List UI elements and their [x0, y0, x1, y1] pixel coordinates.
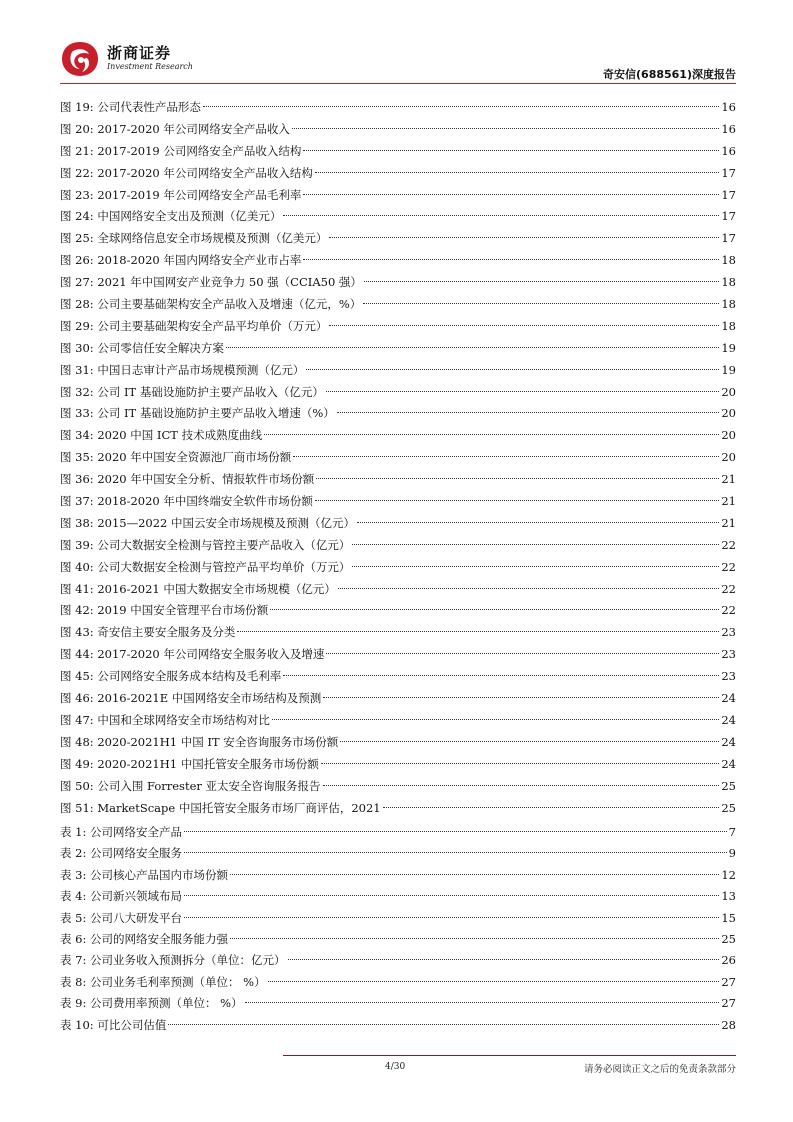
table-entry-page: 7: [728, 825, 736, 839]
figure-entry-label: 图 31: 中国日志审计产品市场规模预测（亿元）: [60, 362, 305, 377]
figure-entry-label: 图 35: 2020 年中国安全资源池厂商市场份额: [60, 450, 292, 465]
table-entry[interactable]: [60, 1015, 736, 1036]
figure-entry[interactable]: [60, 622, 736, 644]
figure-entry-page: 24: [721, 734, 736, 749]
figure-entry-label: 图 40: 公司大数据安全检测与管控产品平均单价（万元）: [60, 559, 351, 574]
dot-leader: [268, 981, 720, 982]
figure-entry-label: 图 50: 公司入围 Forrester 亚太安全咨询服务报告: [60, 778, 321, 793]
header-divider: [60, 83, 736, 84]
table-entry-label: 表 5: 公司八大研发平台: [60, 910, 183, 925]
table-entry-label: 表 7: 公司业务收入预测拆分（单位：亿元）: [60, 953, 286, 968]
figure-entry[interactable]: [60, 206, 736, 228]
figure-entry-page: 21: [721, 494, 736, 509]
figure-entry[interactable]: [60, 535, 736, 557]
figure-entry-page: 22: [721, 603, 736, 618]
figure-entry-page: 22: [721, 559, 736, 574]
dot-leader: [292, 128, 719, 129]
table-entry-page: 9: [728, 846, 736, 861]
table-entry[interactable]: [60, 972, 736, 993]
table-entry-page: 26: [721, 953, 736, 968]
figure-entry-label: 图 36: 2020 年中国安全分析、情报软件市场份额: [60, 472, 315, 487]
figure-entry-label: 图 43: 奇安信主要安全服务及分类: [60, 625, 236, 640]
dot-leader: [272, 719, 720, 720]
figure-entry[interactable]: [60, 294, 736, 316]
table-entry-label: 表 4: 公司新兴领域布局: [60, 889, 183, 904]
figure-entry-label: 图 37: 2018-2020 年中国终端安全软件市场份额: [60, 494, 313, 509]
figure-entry-page: 17: [721, 231, 736, 246]
figure-entry-page: 25: [721, 800, 736, 815]
figure-entry-label: 图 48: 2020-2021H1 中国 IT 安全咨询服务市场份额: [60, 734, 339, 749]
figure-entry[interactable]: [60, 798, 736, 820]
dot-leader: [226, 347, 720, 348]
dot-leader: [283, 675, 719, 676]
figure-entry-page: 24: [721, 712, 736, 727]
figure-entry[interactable]: [60, 425, 736, 447]
dot-leader: [363, 303, 719, 304]
figure-entry-label: 图 42: 2019 中国安全管理平台市场份额: [60, 603, 269, 618]
figure-entry[interactable]: [60, 185, 736, 207]
figure-entry-page: 21: [721, 515, 736, 530]
figure-entry-page: 18: [721, 275, 736, 290]
figure-entry[interactable]: [60, 447, 736, 469]
figure-entry[interactable]: [60, 382, 736, 404]
dot-leader: [315, 172, 719, 173]
zheshang-securities-logo-icon: [60, 40, 100, 78]
figure-entry-label: 图 32: 公司 IT 基础设施防护主要产品收入（亿元）: [60, 384, 324, 399]
figure-entry[interactable]: [60, 557, 736, 579]
figure-entry-page: 21: [721, 472, 736, 487]
figure-entry-label: 图 24: 中国网络安全支出及预测（亿美元）: [60, 209, 282, 224]
figure-entry[interactable]: [60, 119, 736, 141]
table-entry-page: 25: [721, 931, 736, 946]
figure-entry-page: 16: [721, 100, 736, 114]
figure-entry-label: 图 22: 2017-2020 年公司网络安全产品收入结构: [60, 165, 313, 180]
figure-entry-page: 18: [721, 253, 736, 268]
figure-entry-label: 图 19: 公司代表性产品形态: [60, 100, 201, 114]
figure-entry-label: 图 34: 2020 中国 ICT 技术成熟度曲线: [60, 428, 263, 443]
figure-entry[interactable]: [60, 710, 736, 732]
page-number: 4/30: [385, 1062, 406, 1072]
table-entry-label: 表 3: 公司核心产品国内市场份额: [60, 867, 229, 882]
dot-leader: [184, 831, 727, 832]
table-entry[interactable]: [60, 886, 736, 907]
figure-entry-page: 22: [721, 581, 736, 596]
dot-leader: [326, 653, 719, 654]
table-entry[interactable]: [60, 950, 736, 971]
table-entry-label: 表 6: 公司的网络安全服务能力强: [60, 931, 229, 946]
figure-entry-page: 18: [721, 297, 736, 312]
figure-entry-label: 图 38: 2015—2022 中国云安全市场规模及预测（亿元）: [60, 515, 356, 530]
figure-entry[interactable]: [60, 316, 736, 338]
figure-entry[interactable]: [60, 469, 736, 491]
dot-leader: [352, 544, 719, 545]
figure-entry-label: 图 23: 2017-2019 年公司网络安全产品毛利率: [60, 187, 302, 202]
figure-entry[interactable]: [60, 491, 736, 513]
dot-leader: [184, 895, 719, 896]
figure-entry-label: 图 46: 2016-2021E 中国网络安全市场结构及预测: [60, 691, 322, 706]
dot-leader: [168, 1024, 719, 1025]
figure-entry-page: 19: [721, 362, 736, 377]
table-entry[interactable]: [60, 843, 736, 864]
dot-leader: [383, 807, 720, 808]
dot-leader: [338, 588, 719, 589]
table-entry-label: 表 2: 公司网络安全服务: [60, 846, 183, 861]
figure-entry-page: 23: [721, 669, 736, 684]
figure-entry-page: 17: [721, 187, 736, 202]
figure-entry[interactable]: [60, 141, 736, 163]
dot-leader: [293, 456, 719, 457]
figure-entry-label: 图 26: 2018-2020 年国内网络安全产业市占率: [60, 253, 302, 268]
figure-entry[interactable]: [60, 666, 736, 688]
dot-leader: [364, 281, 719, 282]
figure-entry-label: 图 47: 中国和全球网络安全市场结构对比: [60, 712, 270, 727]
brand-name-en: Investment Research: [107, 62, 193, 71]
table-entry[interactable]: [60, 993, 736, 1014]
figure-entry-page: 25: [721, 778, 736, 793]
table-entry[interactable]: [60, 822, 736, 843]
figure-entry[interactable]: [60, 403, 736, 425]
dot-leader: [329, 325, 719, 326]
figure-entry[interactable]: [60, 163, 736, 185]
figure-entry-page: 19: [721, 340, 736, 355]
dot-leader: [315, 500, 719, 501]
dot-leader: [303, 194, 719, 195]
figure-entry-label: 图 25: 全球网络信息安全市场规模及预测（亿美元）: [60, 231, 328, 246]
figure-entry-label: 图 41: 2016-2021 中国大数据安全市场规模（亿元）: [60, 581, 336, 596]
table-entry-page: 27: [721, 996, 736, 1011]
table-entry[interactable]: [60, 929, 736, 950]
figure-entry-page: 23: [721, 647, 736, 662]
table-entry[interactable]: [60, 865, 736, 886]
figure-entry[interactable]: [60, 272, 736, 294]
figure-entry-label: 图 28: 公司主要基础架构安全产品收入及增速（亿元，%）: [60, 297, 362, 312]
dot-leader: [340, 741, 719, 742]
figure-entry-label: 图 51: MarketScape 中国托管安全服务市场厂商评估，2021: [60, 800, 381, 815]
table-entry-label: 表 8: 公司业务毛利率预测（单位： %）: [60, 974, 266, 989]
figure-entry-page: 20: [721, 428, 736, 443]
figure-entry[interactable]: [60, 776, 736, 798]
table-entry-page: 15: [721, 910, 736, 925]
figure-entry-page: 18: [721, 318, 736, 333]
page-header: [60, 38, 736, 82]
figure-entry-label: 图 20: 2017-2020 年公司网络安全产品收入: [60, 121, 290, 136]
dot-leader: [237, 631, 719, 632]
figure-entry-label: 图 39: 公司大数据安全检测与管控主要产品收入（亿元）: [60, 537, 351, 552]
dot-leader: [316, 478, 719, 479]
brand-name-cn: 浙商证券: [107, 44, 172, 62]
dot-leader: [329, 237, 719, 238]
figure-entry[interactable]: [60, 250, 736, 272]
figure-entry[interactable]: [60, 579, 736, 601]
figure-entry-page: 20: [721, 450, 736, 465]
figure-entry-label: 图 27: 2021 年中国网安产业竞争力 50 强（CCIA50 强）: [60, 275, 362, 290]
figure-entry-label: 图 21: 2017-2019 公司网络安全产品收入结构: [60, 143, 302, 158]
dot-leader: [184, 852, 727, 853]
figure-entry[interactable]: [60, 360, 736, 382]
dot-leader: [352, 566, 719, 567]
report-title: 奇安信(688561)深度报告: [603, 68, 736, 81]
figure-entry-label: 图 49: 2020-2021H1 中国托管安全服务市场份额: [60, 756, 319, 771]
dot-leader: [230, 938, 719, 939]
footer-divider: [283, 1055, 736, 1056]
dot-leader: [184, 917, 719, 918]
figure-list: [60, 97, 736, 819]
table-entry-page: 12: [721, 867, 736, 882]
figure-entry[interactable]: [60, 97, 736, 119]
dot-leader: [326, 391, 720, 392]
dot-leader: [264, 434, 719, 435]
table-entry-label: 表 1: 公司网络安全产品: [60, 825, 183, 839]
figure-entry[interactable]: [60, 513, 736, 535]
figure-entry[interactable]: [60, 754, 736, 776]
figure-entry[interactable]: [60, 644, 736, 666]
figure-entry-label: 图 33: 公司 IT 基础设施防护主要产品收入增速（%）: [60, 406, 335, 421]
dot-leader: [306, 369, 719, 370]
disclaimer-text: 请务必阅读正文之后的免责条款部分: [583, 1064, 736, 1075]
dot-leader: [230, 874, 719, 875]
figure-entry-page: 24: [721, 691, 736, 706]
figure-entry-page: 24: [721, 756, 736, 771]
figure-entry-label: 图 30: 公司零信任安全解决方案: [60, 340, 224, 355]
figure-entry-page: 20: [721, 384, 736, 399]
figure-entry-page: 20: [721, 406, 736, 421]
dot-leader: [337, 412, 720, 413]
figure-entry-label: 图 29: 公司主要基础架构安全产品平均单价（万元）: [60, 318, 328, 333]
figure-entry-page: 22: [721, 537, 736, 552]
figure-entry[interactable]: [60, 228, 736, 250]
figure-entry-page: 16: [721, 143, 736, 158]
dot-leader: [288, 959, 720, 960]
dot-leader: [283, 215, 719, 216]
dot-leader: [357, 522, 719, 523]
table-entry[interactable]: [60, 908, 736, 929]
figure-entry[interactable]: [60, 600, 736, 622]
dot-leader: [321, 763, 720, 764]
figure-entry[interactable]: [60, 732, 736, 754]
dot-leader: [303, 150, 719, 151]
dot-leader: [323, 785, 720, 786]
dot-leader: [323, 697, 719, 698]
figure-entry-label: 图 45: 公司网络安全服务成本结构及毛利率: [60, 669, 282, 684]
table-list: [60, 822, 736, 1036]
table-entry-page: 28: [721, 1017, 736, 1032]
figure-entry-page: 17: [721, 209, 736, 224]
table-entry-label: 表 10: 可比公司估值: [60, 1017, 167, 1032]
dot-leader: [270, 609, 719, 610]
figure-entry-page: 16: [721, 121, 736, 136]
table-entry-label: 表 9: 公司费用率预测（单位： %）: [60, 996, 243, 1011]
figure-entry-label: 图 44: 2017-2020 年公司网络安全服务收入及增速: [60, 647, 325, 662]
table-entry-page: 13: [721, 889, 736, 904]
table-entry-page: 27: [721, 974, 736, 989]
dot-leader: [245, 1002, 720, 1003]
figure-entry-page: 23: [721, 625, 736, 640]
dot-leader: [203, 106, 720, 107]
figure-entry[interactable]: [60, 688, 736, 710]
figure-entry-page: 17: [721, 165, 736, 180]
figure-entry[interactable]: [60, 338, 736, 360]
dot-leader: [303, 259, 719, 260]
